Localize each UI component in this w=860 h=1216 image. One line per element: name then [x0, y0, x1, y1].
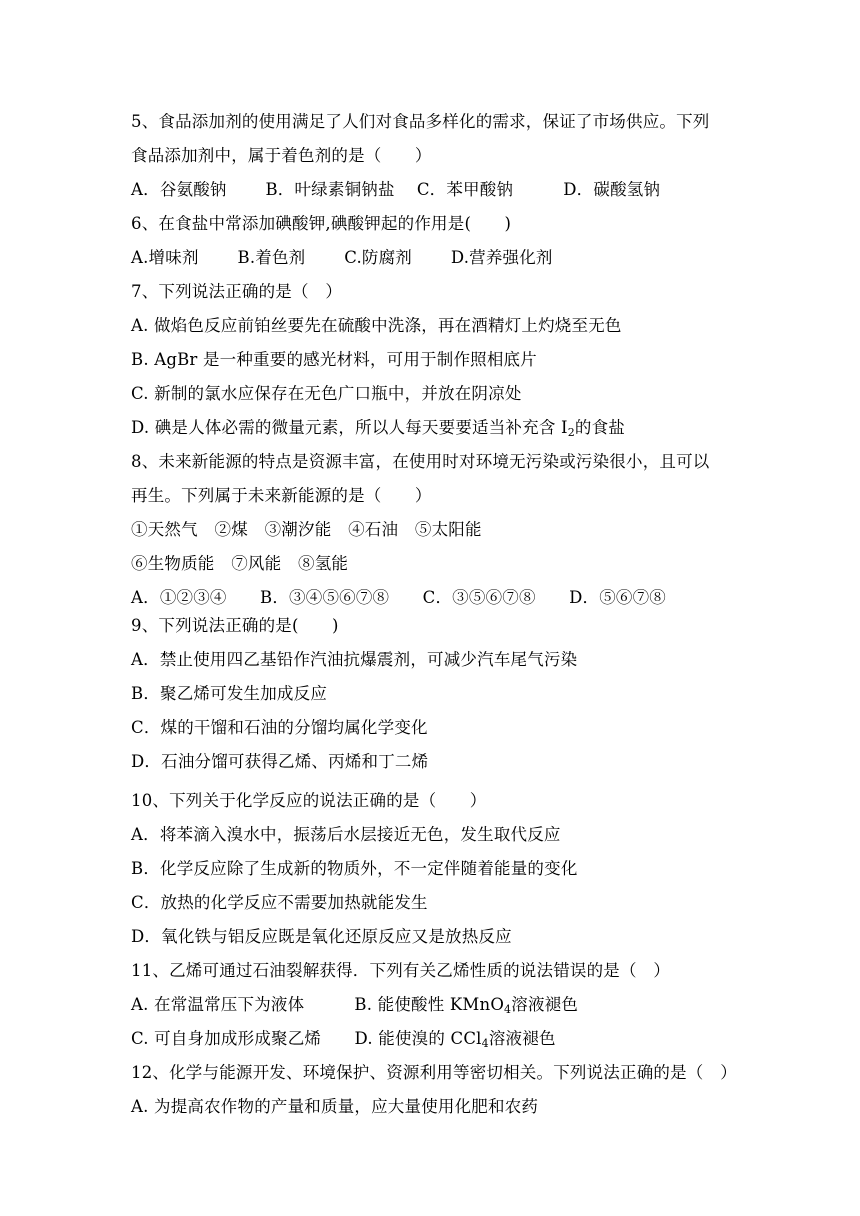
q6-options: A.增味剂 B.着色剂 C.防腐剂 D.营养强化剂 [131, 248, 553, 267]
q9-stem: 9、下列说法正确的是( ) [131, 616, 339, 635]
q8-options: A．①②③④ B．③④⑤⑥⑦⑧ C．③⑤⑥⑦⑧ D．⑤⑥⑦⑧ [131, 588, 666, 607]
q11-options-ab-tail: 溶液褪色 [511, 995, 579, 1014]
q10-option-b: B．化学反应除了生成新的物质外，不一定伴随着能量的变化 [131, 859, 578, 878]
q7-option-c: C. 新制的氯水应保存在无色广口瓶中，并放在阴凉处 [131, 384, 522, 403]
q7-option-d-text: D. 碘是人体必需的微量元素，所以人每天要要适当补充含 I [131, 418, 568, 437]
q9-option-b: B．聚乙烯可发生加成反应 [131, 684, 328, 703]
q8-stem-line2: 再生。下列属于未来新能源的是（ ） [131, 486, 432, 505]
q10-option-d: D．氧化铁与铝反应既是氧化还原反应又是放热反应 [131, 927, 512, 946]
q11-options-ab-text: A. 在常温常压下为液体 B. 能使酸性 KMnO [131, 995, 505, 1014]
ccl4-subscript: 4 [481, 1037, 489, 1050]
q5-options: A．谷氨酸钠 B．叶绿素铜钠盐 C．苯甲酸钠 D．碳酸氢钠 [131, 180, 661, 199]
kmno4-subscript: 4 [504, 1003, 512, 1016]
q11-stem: 11、乙烯可通过石油裂解获得．下列有关乙烯性质的说法错误的是（ ） [131, 961, 671, 980]
q11-options-cd-text: C. 可自身加成形成聚乙烯 D. 能使溴的 CCl [131, 1029, 482, 1048]
q12-stem: 12、化学与能源开发、环境保护、资源利用等密切相关。下列说法正确的是（ ） [131, 1063, 737, 1082]
q11-options-cd [131, 1029, 556, 1049]
iodine-subscript: 2 [567, 426, 575, 439]
q7-option-d-tail: 的食盐 [574, 418, 626, 437]
q9-option-c: C．煤的干馏和石油的分馏均属化学变化 [131, 718, 428, 737]
q8-items-line1: ①天然气 ②煤 ③潮汐能 ④石油 ⑤太阳能 [131, 520, 482, 539]
q10-option-a: A．将苯滴入溴水中，振荡后水层接近无色，发生取代反应 [131, 825, 561, 844]
q8-stem-line1: 8、未来新能源的特点是资源丰富，在使用时对环境无污染或污染很小，且可以 [131, 452, 710, 471]
q7-option-a: A. 做焰色反应前铂丝要先在硫酸中洗涤，再在酒精灯上灼烧至无色 [131, 316, 622, 335]
q11-options-cd-tail: 溶液褪色 [488, 1029, 556, 1048]
q12-option-a: A. 为提高农作物的产量和质量，应大量使用化肥和农药 [131, 1097, 539, 1116]
q7-stem: 7、下列说法正确的是（ ） [131, 282, 343, 301]
q5-stem-line1: 5、食品添加剂的使用满足了人们对食品多样化的需求，保证了市场供应。下列 [131, 112, 710, 131]
q8-items-line2: ⑥生物质能 ⑦风能 ⑧氢能 [131, 554, 349, 573]
q9-option-d: D．石油分馏可获得乙烯、丙烯和丁二烯 [131, 752, 429, 771]
q9-option-a: A．禁止使用四乙基铅作汽油抗爆震剂，可减少汽车尾气污染 [131, 650, 578, 669]
q7-option-b: B. AgBr 是一种重要的感光材料，可用于制作照相底片 [131, 350, 537, 369]
q10-option-c: C．放热的化学反应不需要加热就能发生 [131, 893, 428, 912]
q7-option-d [131, 418, 625, 438]
q11-options-ab [131, 995, 578, 1015]
q6-stem: 6、在食盐中常添加碘酸钾,碘酸钾起的作用是( ) [131, 214, 512, 233]
q10-stem: 10、下列关于化学反应的说法正确的是（ ） [131, 791, 487, 810]
q5-stem-line2: 食品添加剂中，属于着色剂的是（ ） [131, 146, 432, 165]
